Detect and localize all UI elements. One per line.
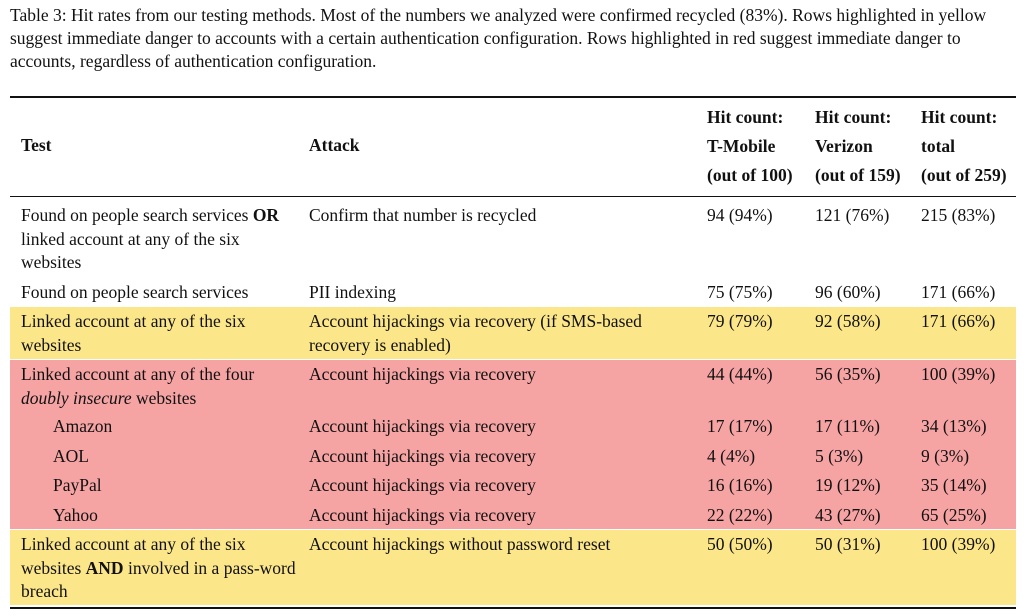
- header-total-line1: Hit count:: [921, 107, 998, 127]
- header-verizon-line3: (out of 159): [815, 165, 901, 185]
- header-tmobile-line1: Hit count:: [707, 107, 784, 127]
- header-verizon-line1: Hit count:: [815, 107, 892, 127]
- cell-total: 65 (25%): [921, 505, 987, 525]
- cell-test: [21, 204, 296, 275]
- text-fragment: Linked account at any of the four: [21, 364, 255, 384]
- cell-verizon: 92 (58%): [815, 311, 881, 331]
- emphasis-or: OR: [252, 205, 280, 225]
- cell-test: [21, 533, 296, 604]
- cell-total: 9 (3%): [921, 446, 970, 466]
- cell-tmobile: 17 (17%): [707, 416, 773, 436]
- header-total-line2: total: [921, 136, 956, 156]
- text-fragment: linked account at any of the six websites: [21, 228, 240, 272]
- header-tmobile: [707, 103, 793, 190]
- text-fragment: involved in a pass-word breach: [21, 557, 296, 601]
- header-verizon: [815, 103, 901, 190]
- emphasis-and: AND: [85, 557, 124, 578]
- table-bottom-rule: [10, 607, 1016, 609]
- cell-attack: Account hijackings via recovery: [309, 364, 536, 384]
- text-fragment: websites: [131, 387, 197, 408]
- cell-attack: PII indexing: [309, 282, 397, 302]
- cell-verizon: 56 (35%): [815, 364, 881, 384]
- cell-attack: Account hijackings via recovery (if SMS-based recovery is enabled): [309, 311, 642, 355]
- cell-verizon: 96 (60%): [815, 282, 881, 302]
- cell-tmobile: 4 (4%): [707, 446, 756, 466]
- cell-total: 171 (66%): [921, 311, 996, 331]
- cell-tmobile: 22 (22%): [707, 505, 773, 525]
- cell-total: 35 (14%): [921, 475, 987, 495]
- cell-total: 100 (39%): [921, 364, 996, 384]
- text-fragment: Found on people search services: [21, 205, 253, 225]
- cell-attack: Account hijackings via recovery: [309, 475, 536, 495]
- header-tmobile-line3: (out of 100): [707, 165, 793, 185]
- header-rule: [10, 196, 1016, 197]
- cell-test: Found on people search services: [21, 282, 249, 302]
- cell-attack: Account hijackings via recovery: [309, 505, 536, 525]
- table-top-rule: [10, 96, 1016, 98]
- cell-verizon: 5 (3%): [815, 446, 864, 466]
- cell-verizon: 121 (76%): [815, 205, 890, 225]
- cell-verizon: 17 (11%): [815, 416, 880, 436]
- cell-verizon: 19 (12%): [815, 475, 881, 495]
- header-test: Test: [21, 135, 52, 155]
- cell-tmobile: 16 (16%): [707, 475, 773, 495]
- cell-tmobile: 94 (94%): [707, 205, 773, 225]
- cell-tmobile: 44 (44%): [707, 364, 773, 384]
- cell-tmobile: 79 (79%): [707, 311, 773, 331]
- cell-test-sub: Amazon: [53, 416, 113, 436]
- header-total-line3: (out of 259): [921, 165, 1007, 185]
- cell-total: 171 (66%): [921, 282, 996, 302]
- text-fragment: Linked account at any of the six websites: [21, 534, 246, 578]
- cell-total: 100 (39%): [921, 534, 996, 554]
- cell-total: 215 (83%): [921, 205, 996, 225]
- header-verizon-line2: Verizon: [815, 136, 873, 156]
- cell-tmobile: 75 (75%): [707, 282, 773, 302]
- cell-verizon: 50 (31%): [815, 534, 881, 554]
- emphasis-doubly-insecure: doubly insecure: [21, 387, 132, 408]
- header-total: [921, 103, 1007, 190]
- cell-total: 34 (13%): [921, 416, 987, 436]
- cell-verizon: 43 (27%): [815, 505, 881, 525]
- cell-attack: Account hijackings without password reset: [309, 534, 611, 554]
- cell-attack: Account hijackings via recovery: [309, 446, 536, 466]
- cell-test: Linked account at any of the six websites: [21, 311, 246, 355]
- cell-attack: Confirm that number is recycled: [309, 205, 537, 225]
- cell-test-sub: AOL: [53, 446, 89, 466]
- header-attack: Attack: [309, 135, 360, 155]
- cell-test-sub: PayPal: [53, 475, 102, 495]
- cell-tmobile: 50 (50%): [707, 534, 773, 554]
- cell-test-sub: Yahoo: [53, 505, 98, 525]
- header-tmobile-line2: T-Mobile: [707, 136, 776, 156]
- table-caption: Table 3: Hit rates from our testing methods. Most of the numbers we analyzed were confirmed recycled (83%). Rows highlighted in yellow suggest immediate danger to accounts with a certain authentication configuration. Rows highlighted in red suggest immediate danger to accounts, regardless of authentication configuration.: [10, 5, 987, 71]
- cell-test: [21, 363, 296, 410]
- cell-attack: Account hijackings via recovery: [309, 416, 536, 436]
